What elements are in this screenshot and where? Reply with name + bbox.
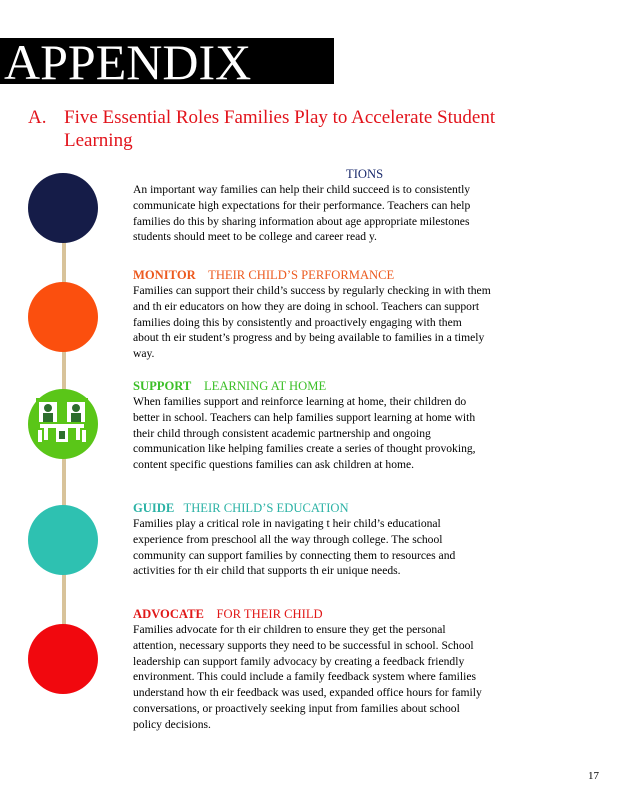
expectations-circle (28, 173, 98, 243)
role-description: When families support and reinforce learning at home, their children do better in school. Teachers can help families support learning at home with their child through consistent academic partnership and ongoing communication like helping families create a series of thought provoking, content specific questions families can ask children at home. (133, 395, 476, 472)
role-advocate (133, 606, 563, 733)
appendix-title: APPENDIX (4, 34, 252, 90)
role-heading: TIONS (346, 167, 384, 181)
role-expectations (133, 166, 563, 245)
role-support (133, 378, 563, 473)
guide-circle (28, 505, 98, 575)
section-title-text: Five Essential Roles Families Play to Accelerate Student Learning (64, 107, 496, 151)
role-description: Families play a critical role in navigating t heir child’s educational experience from preschool all the way through college. The school community can support families by connecting them to resources and activities for th eir child that supports th eir unique needs. (133, 517, 456, 578)
role-heading: ADVOCATE FOR THEIR CHILD (133, 607, 323, 621)
role-monitor (133, 267, 563, 362)
role-description: An important way families can help their child succeed is to consistently communicate high expectations for their performance. Teachers can help families do this by sharing information about age appropriate milestones students should meet to be college and career read y. (133, 183, 471, 244)
role-heading: SUPPORT LEARNING AT HOME (133, 379, 327, 393)
family-meeting-icon (36, 398, 88, 444)
page-number: 17 (588, 770, 599, 782)
advocate-circle (28, 624, 98, 694)
role-guide (133, 500, 563, 579)
role-heading: MONITOR THEIR CHILD’S PERFORMANCE (133, 268, 395, 282)
role-heading: GUIDE THEIR CHILD’S EDUCATION (133, 501, 349, 515)
section-letter: A. (28, 107, 47, 128)
role-description: Families advocate for th eir children to ensure they get the personal attention, necessary supports they need to be successful in school. School leadership can support family advocacy by creating a feedback friendly environment. This could include a family feedback system where families understand how th eir feedback was used, expanded office hours for family conversations, or proactively seeking input from families about school policy decisions. (133, 623, 482, 731)
role-description: Families can support their child’s success by regularly checking in with them and th eir educators on how they are doing in school. Teachers can support families doing this by consistently and proactively engaging with them about th eir student’s progress and by being available to families in a timely way. (133, 284, 491, 361)
monitor-circle (28, 282, 98, 352)
